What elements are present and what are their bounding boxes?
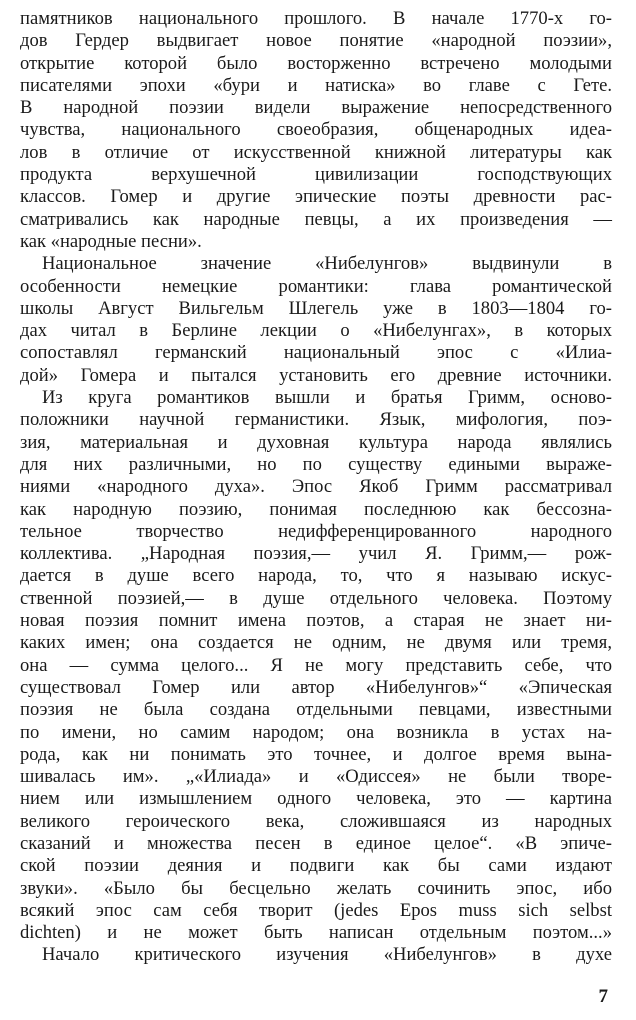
text-line: ниями «народного духа». Эпос Якоб Гримм рассматривал <box>20 476 612 498</box>
text-line: для них различными, но по существу едиными выраже- <box>20 453 612 475</box>
page-number: 7 <box>598 986 608 1007</box>
text-line: новая поэзия помнит имена поэтов, а старая не знает ни- <box>20 610 612 632</box>
paragraph-end-line: как «народные песни». <box>20 230 202 252</box>
text-line: чувства, национального своеобразия, общенародных идеа- <box>20 119 612 141</box>
paragraph-start-line: Национальное значение «Нибелунгов» выдвинули в <box>42 253 612 275</box>
text-page <box>20 8 612 1012</box>
text-line: каких имен; она создается не одним, не двумя или тремя, <box>20 632 612 654</box>
text-line: она — сумма целого... Я не могу представить себе, что <box>20 654 612 676</box>
text-line: продукта верхушечной цивилизации господствующих <box>20 164 612 186</box>
text-line: всякий эпос сам себя творит (jedes Epos muss sich selbst <box>20 899 612 921</box>
text-line: сопоставлял германский национальный эпос с «Илиа- <box>20 342 612 364</box>
text-line: как народную поэзию, понимая последнюю как бессозна- <box>20 498 612 520</box>
paragraph-start-line: Из круга романтиков вышли и братья Гримм, осново- <box>42 387 612 409</box>
text-line: открытие которой было восторженно встречено молодыми <box>20 52 612 74</box>
text-line: нием или измышлением одного человека, это — картина <box>20 788 612 810</box>
text-line: писателями эпохи «бури и натиска» во главе с Гете. <box>20 74 612 96</box>
text-line: классов. Гомер и другие эпические поэты древности рас- <box>20 186 612 208</box>
text-line: В народной поэзии видели выражение непосредственного <box>20 97 612 119</box>
text-line: звуки». «Было бы бесцельно желать сочинить эпос, ибо <box>20 877 612 899</box>
text-line: сматривались как народные певцы, а их произведения — <box>20 208 612 230</box>
text-line: дах читал в Берлине лекции о «Нибелунгах», в которых <box>20 320 612 342</box>
text-line: шивалась им». „«Илиада» и «Одиссея» не были творе- <box>20 766 612 788</box>
paragraph-end-line: дой» Гомера и пытался установить его древние источники. <box>20 364 612 386</box>
text-line: поэзия не была создана отдельными певцами, известными <box>20 699 612 721</box>
text-line: школы Август Вильгельм Шлегель уже в 1803—1804 го- <box>20 297 612 319</box>
text-line: памятников национального прошлого. В начале 1770-х го- <box>20 8 612 29</box>
text-line: ской поэзии деяния и подвиги как бы сами издают <box>20 855 612 877</box>
text-line: коллектива. „Народная поэзия,— учил Я. Гримм,— рож- <box>20 543 612 565</box>
text-line: великого героического века, сложившаяся из народных <box>20 810 612 832</box>
text-line: ственной поэзией,— в душе отдельного человека. Поэтому <box>20 587 612 609</box>
text-line: лов в отличие от искусственной книжной литературы как <box>20 141 612 163</box>
text-line: дается в душе всего народа, то, что я называю искус- <box>20 565 612 587</box>
text-line: по имени, но самим народом; она возникла в устах на- <box>20 721 612 743</box>
paragraph-end-line: dichten) и не может быть написан отдельным поэтом...» <box>20 922 612 944</box>
text-line: рода, как ни понимать это точнее, и долгое время вына- <box>20 743 612 765</box>
text-line: положники научной германистики. Язык, мифология, поэ- <box>20 409 612 431</box>
paragraph-start-line: Начало критического изучения «Нибелунгов» в духе <box>42 944 612 966</box>
text-line: дов Гердер выдвигает новое понятие «народной поэзии», <box>20 30 612 52</box>
text-line: тельное творчество недифференцированного народного <box>20 520 612 542</box>
text-line: особенности немецкие романтики: глава романтической <box>20 275 612 297</box>
text-line: существовал Гомер или автор «Нибелунгов»“ «Эпическая <box>20 676 612 698</box>
text-line: сказаний и множества песен в единое целое“. «В эпиче- <box>20 832 612 854</box>
text-line: зия, материальная и духовная культура народа являлись <box>20 431 612 453</box>
